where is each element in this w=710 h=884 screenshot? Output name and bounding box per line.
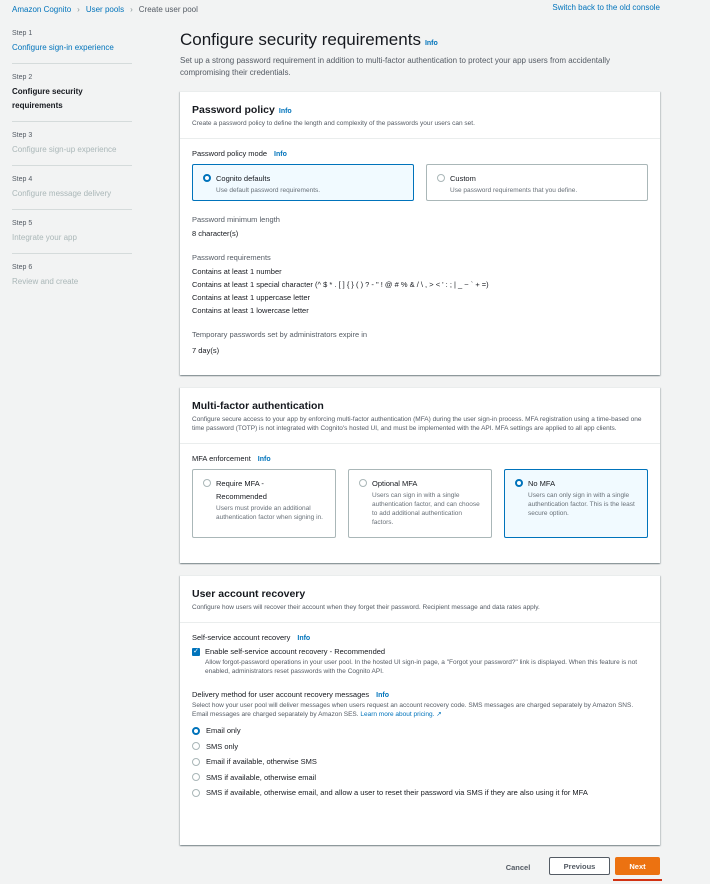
tile-title: No MFA bbox=[528, 479, 556, 488]
requirements-label: Password requirements bbox=[192, 253, 271, 262]
radio-unselected-icon[interactable] bbox=[192, 758, 200, 766]
option-label: Email only bbox=[206, 726, 241, 736]
radio-unselected-icon[interactable] bbox=[192, 789, 200, 797]
tile-description: Users can sign in with a single authentication factor, and can choose to add additional authentication factors. bbox=[372, 492, 480, 526]
panel-title-text: Password policy bbox=[192, 104, 275, 116]
delivery-description-text: Select how your user pool will deliver messages when users request an account recovery code. SMS messages are charged separately by Amazon SNS. Email messages are charged separately by Amazon SES. bbox=[192, 702, 634, 718]
checkbox-checked-icon[interactable]: ✓ bbox=[193, 647, 199, 655]
mfa-enforcement-label: MFA enforcement bbox=[192, 454, 251, 463]
password-policy-panel bbox=[180, 91, 660, 375]
radio-unselected-icon[interactable] bbox=[359, 479, 367, 487]
step-number: Step 2 bbox=[12, 74, 33, 81]
info-link[interactable]: Info bbox=[376, 692, 389, 699]
radio-unselected-icon[interactable] bbox=[192, 742, 200, 750]
mfa-panel bbox=[180, 387, 660, 563]
panel-header bbox=[180, 388, 660, 444]
option-label: SMS if available, otherwise email, and allow a user to reset their password via SMS if they are also using it for MFA bbox=[206, 788, 588, 798]
checkbox-description: Allow forgot-password operations in your user pool. In the hosted UI sign-in page, a "Forgot your password?" link is displayed. When this feature is not enabled, administrators reset passwords with the Cognito API. bbox=[205, 659, 638, 675]
radio-unselected-icon[interactable] bbox=[203, 479, 211, 487]
option-email-otherwise-sms[interactable] bbox=[192, 754, 648, 770]
self-service-checkbox-row[interactable] bbox=[192, 647, 648, 656]
tile-title: Cognito defaults bbox=[216, 174, 271, 183]
breadcrumb-amazon-cognito[interactable]: Amazon Cognito bbox=[12, 5, 72, 14]
info-link[interactable]: Info bbox=[297, 635, 311, 642]
info-link[interactable]: Info bbox=[424, 40, 438, 47]
temp-password-value: 7 day(s) bbox=[192, 346, 220, 355]
requirement-item: Contains at least 1 number bbox=[192, 267, 282, 276]
panel-description: Configure secure access to your app by enforcing multi-factor authentication (MFA) during the user sign-in process. MFA registration using a time-based one time password (TOTP) is not integrated with Cognito's hosted UI, and must be implemented with the API. MFA settings are applied to all app clients. bbox=[192, 416, 642, 432]
tile-description: Use default password requirements. bbox=[216, 187, 321, 194]
field-label bbox=[192, 454, 648, 463]
password-policy-mode-label: Password policy mode bbox=[192, 149, 268, 158]
checkbox-label: Enable self-service account recovery - Recommended bbox=[205, 647, 386, 656]
info-link[interactable]: Info bbox=[274, 151, 287, 158]
step-number: Step 1 bbox=[12, 30, 33, 37]
step-4 bbox=[12, 174, 132, 210]
option-sms-otherwise-email-mfa[interactable] bbox=[192, 785, 648, 801]
field-label bbox=[192, 690, 648, 699]
step-5-label: Integrate your app bbox=[12, 233, 77, 242]
radio-unselected-icon[interactable] bbox=[192, 773, 200, 781]
option-sms-otherwise-email[interactable] bbox=[192, 770, 648, 786]
switch-old-console-link[interactable]: Switch back to the old console bbox=[552, 3, 660, 12]
radio-selected-icon[interactable] bbox=[203, 174, 211, 182]
tile-title: Custom bbox=[450, 174, 476, 183]
tile-description: Users can only sign in with a single authentication factor. This is the least secure option. bbox=[528, 492, 635, 517]
delivery-description bbox=[192, 701, 648, 719]
delivery-options bbox=[192, 723, 648, 801]
option-label: SMS only bbox=[206, 741, 239, 751]
requirement-item: Contains at least 1 lowercase letter bbox=[192, 306, 309, 315]
step-2-label: Configure security requirements bbox=[12, 87, 83, 110]
password-mode-tiles bbox=[192, 164, 648, 201]
step-1 bbox=[12, 28, 132, 64]
option-label: SMS if available, otherwise email bbox=[206, 772, 317, 782]
tile-no-mfa[interactable] bbox=[504, 469, 648, 538]
step-4-label: Configure message delivery bbox=[12, 189, 112, 198]
option-label: Email if available, otherwise SMS bbox=[206, 757, 317, 767]
min-length-value: 8 character(s) bbox=[192, 229, 239, 238]
wizard-steps bbox=[12, 28, 132, 305]
panel-body bbox=[180, 139, 660, 365]
account-recovery-panel bbox=[180, 575, 660, 845]
field-label bbox=[192, 149, 648, 158]
field-label bbox=[192, 633, 648, 642]
tile-description: Users must provide an additional authentication factor when signing in. bbox=[216, 505, 323, 521]
requirement-item: Contains at least 1 special character (^ $ * . [ ] { } ( ) ? - " ! @ # % & / \ , > < ' : ; | _ ~ ` + =) bbox=[192, 280, 489, 289]
breadcrumb-user-pools[interactable]: User pools bbox=[85, 5, 125, 14]
chevron-right-icon: › bbox=[77, 5, 80, 14]
step-2 bbox=[12, 72, 132, 122]
panel-header bbox=[180, 92, 660, 139]
delivery-method-label: Delivery method for user account recovery messages bbox=[192, 690, 370, 699]
step-3-label: Configure sign-up experience bbox=[12, 145, 117, 154]
step-6-label: Review and create bbox=[12, 277, 79, 286]
cancel-button[interactable]: Cancel bbox=[505, 862, 531, 872]
panel-title: Multi-factor authentication bbox=[192, 400, 324, 412]
tile-cognito-defaults[interactable] bbox=[192, 164, 414, 201]
panel-description: Create a password policy to define the length and complexity of the passwords your users can set. bbox=[192, 120, 475, 127]
temp-password-label: Temporary passwords set by administrators expire in bbox=[192, 330, 368, 339]
info-link[interactable]: Info bbox=[278, 108, 292, 115]
step-6 bbox=[12, 262, 132, 297]
tile-description: Use password requirements that you define. bbox=[450, 187, 578, 194]
tile-title: Require MFA - Recommended bbox=[216, 479, 267, 501]
requirements-list bbox=[192, 265, 648, 317]
panel-body bbox=[180, 623, 660, 811]
step-number: Step 5 bbox=[12, 220, 33, 227]
page-title bbox=[180, 30, 438, 50]
page-title-text: Configure security requirements bbox=[180, 30, 421, 49]
step-number: Step 3 bbox=[12, 132, 33, 139]
panel-header bbox=[180, 576, 660, 623]
panel-title: User account recovery bbox=[192, 588, 306, 600]
min-length-label: Password minimum length bbox=[192, 215, 280, 224]
external-link-icon[interactable]: ↗ bbox=[436, 711, 442, 718]
option-email-only[interactable] bbox=[192, 723, 648, 739]
next-button-highlight bbox=[613, 879, 662, 881]
page-description: Set up a strong password requirement in addition to multi-factor authentication to protect your app users from accidentally compromising their credentials. bbox=[180, 56, 611, 77]
previous-button[interactable]: Previous bbox=[549, 857, 610, 875]
panel-title bbox=[192, 104, 648, 116]
tile-custom[interactable] bbox=[426, 164, 648, 201]
tile-optional-mfa[interactable] bbox=[348, 469, 492, 538]
step-number: Step 6 bbox=[12, 264, 33, 271]
step-1-link[interactable]: Configure sign-in experience bbox=[12, 43, 114, 52]
breadcrumb-create-user-pool: Create user pool bbox=[138, 5, 198, 14]
radio-selected-icon[interactable] bbox=[515, 479, 523, 487]
breadcrumb bbox=[12, 5, 198, 14]
radio-selected-icon[interactable] bbox=[192, 727, 200, 735]
info-link[interactable]: Info bbox=[257, 456, 271, 463]
chevron-right-icon: › bbox=[130, 5, 133, 14]
step-number: Step 4 bbox=[12, 176, 33, 183]
self-service-label: Self-service account recovery bbox=[192, 633, 291, 642]
learn-more-pricing-link[interactable]: Learn more about pricing. bbox=[360, 711, 435, 718]
panel-description: Configure how users will recover their account when they forget their password. Recipient message and data rates apply. bbox=[192, 604, 540, 611]
step-5 bbox=[12, 218, 132, 254]
tile-require-mfa[interactable] bbox=[192, 469, 336, 538]
requirement-item: Contains at least 1 uppercase letter bbox=[192, 293, 310, 302]
radio-unselected-icon[interactable] bbox=[437, 174, 445, 182]
step-3 bbox=[12, 130, 132, 166]
mfa-tiles bbox=[192, 469, 648, 538]
tile-title: Optional MFA bbox=[372, 479, 418, 488]
panel-body bbox=[180, 444, 660, 548]
next-button[interactable]: Next bbox=[615, 857, 660, 875]
option-sms-only[interactable] bbox=[192, 739, 648, 755]
